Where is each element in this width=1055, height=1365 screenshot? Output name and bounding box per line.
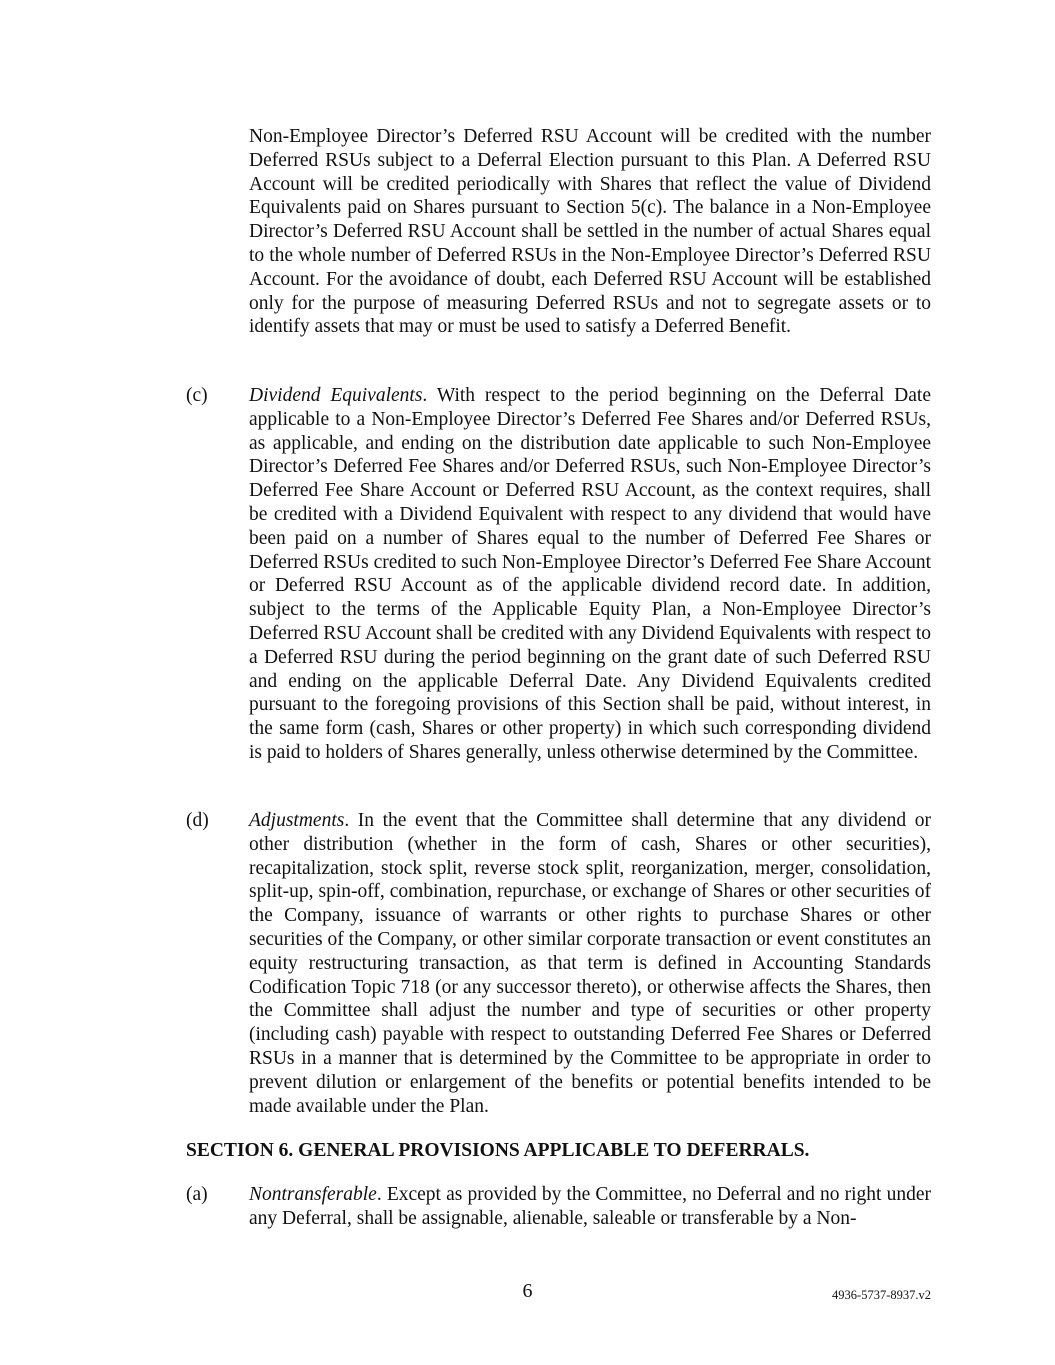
continuation-paragraph [249,125,931,339]
section-c-title: Dividend Equivalents [249,385,423,406]
page-number: 6 [522,1280,533,1302]
section-6-heading: SECTION 6. GENERAL PROVISIONS APPLICABLE TO DEFERRALS. [186,1140,810,1161]
section-6a-label: (a) [186,1184,208,1205]
section-d-text: . In the event that the Committee shall determine that any dividend or other distribution (whether in the form of cash, Shares or other securities), recapitalization, stock split, reverse stock split, reorganization, merger, consolidation, split-up, spin-off, combination, repurchase, or exchange of Shares or other securities of the Company, issuance of warrants or other rights to purchase Shares or other securities of the Company, or other similar corporate transaction or event constitutes an equity restructuring transaction, as that term is defined in Accounting Standards Codification Topic 718 (or any successor thereto), or otherwise affects the Shares, then the Committee shall adjust the number and type of securities or other property (including cash) payable with respect to outstanding Deferred Fee Shares or Deferred RSUs in a manner that is determined by the Committee to be appropriate in order to prevent dilution or enlargement of the benefits or potential benefits intended to be made available under the Plan. [249,810,931,1117]
section-c-paragraph [249,384,931,765]
document-id: 4936-5737-8937.v2 [832,1288,931,1302]
section-d-label: (d) [186,810,209,831]
section-c-text: . With respect to the period beginning on the Deferral Date applicable to a Non-Employee Director’s Deferred Fee Shares and/or Deferred RSUs, as applicable, and ending on the distribution date applicable to such Non-Employee Director’s Deferred Fee Shares and/or Deferred RSUs, such Non-Employee Director’s Deferred Fee Share Account or Deferred RSU Account, as the context requires, shall be credited with a Dividend Equivalent with respect to any dividend that would have been paid on a number of Shares equal to the number of Deferred Fee Shares or Deferred RSUs credited to such Non-Employee Director’s Deferred Fee Share Account or Deferred RSU Account as of the applicable dividend record date. In addition, subject to the terms of the Applicable Equity Plan, a Non-Employee Director’s Deferred RSU Account shall be credited with any Dividend Equivalents with respect to a Deferred RSU during the period beginning on the grant date of such Deferred RSU and ending on the applicable Deferral Date. Any Dividend Equivalents credited pursuant to the foregoing provisions of this Section shall be paid, without interest, in the same form (cash, Shares or other property) in which such corresponding dividend is paid to holders of Shares generally, unless otherwise determined by the Committee. [249,385,931,763]
section-6a-paragraph [249,1183,931,1231]
section-6a-text: . Except as provided by the Committee, no Deferral and no right under any Deferral, shall be assignable, alienable, saleable or transferable by a Non- [249,1184,931,1229]
continuation-text: Non-Employee Director’s Deferred RSU Account will be credited with the number Deferred RSUs subject to a Deferral Election pursuant to this Plan. A Deferred RSU Account will be credited periodically with Shares that reflect the value of Dividend Equivalents paid on Shares pursuant to Section 5(c). The balance in a Non-Employee Director’s Deferred RSU Account shall be settled in the number of actual Shares equal to the whole number of Deferred RSUs in the Non-Employee Director’s Deferred RSU Account. For the avoidance of doubt, each Deferred RSU Account will be established only for the purpose of measuring Deferred RSUs and not to segregate assets or to identify assets that may or must be used to satisfy a Deferred Benefit. [249,126,931,338]
section-d-title: Adjustments [249,810,345,831]
section-d-paragraph [249,809,931,1118]
section-c-label: (c) [186,385,208,406]
section-6a-title: Nontransferable [249,1184,377,1205]
